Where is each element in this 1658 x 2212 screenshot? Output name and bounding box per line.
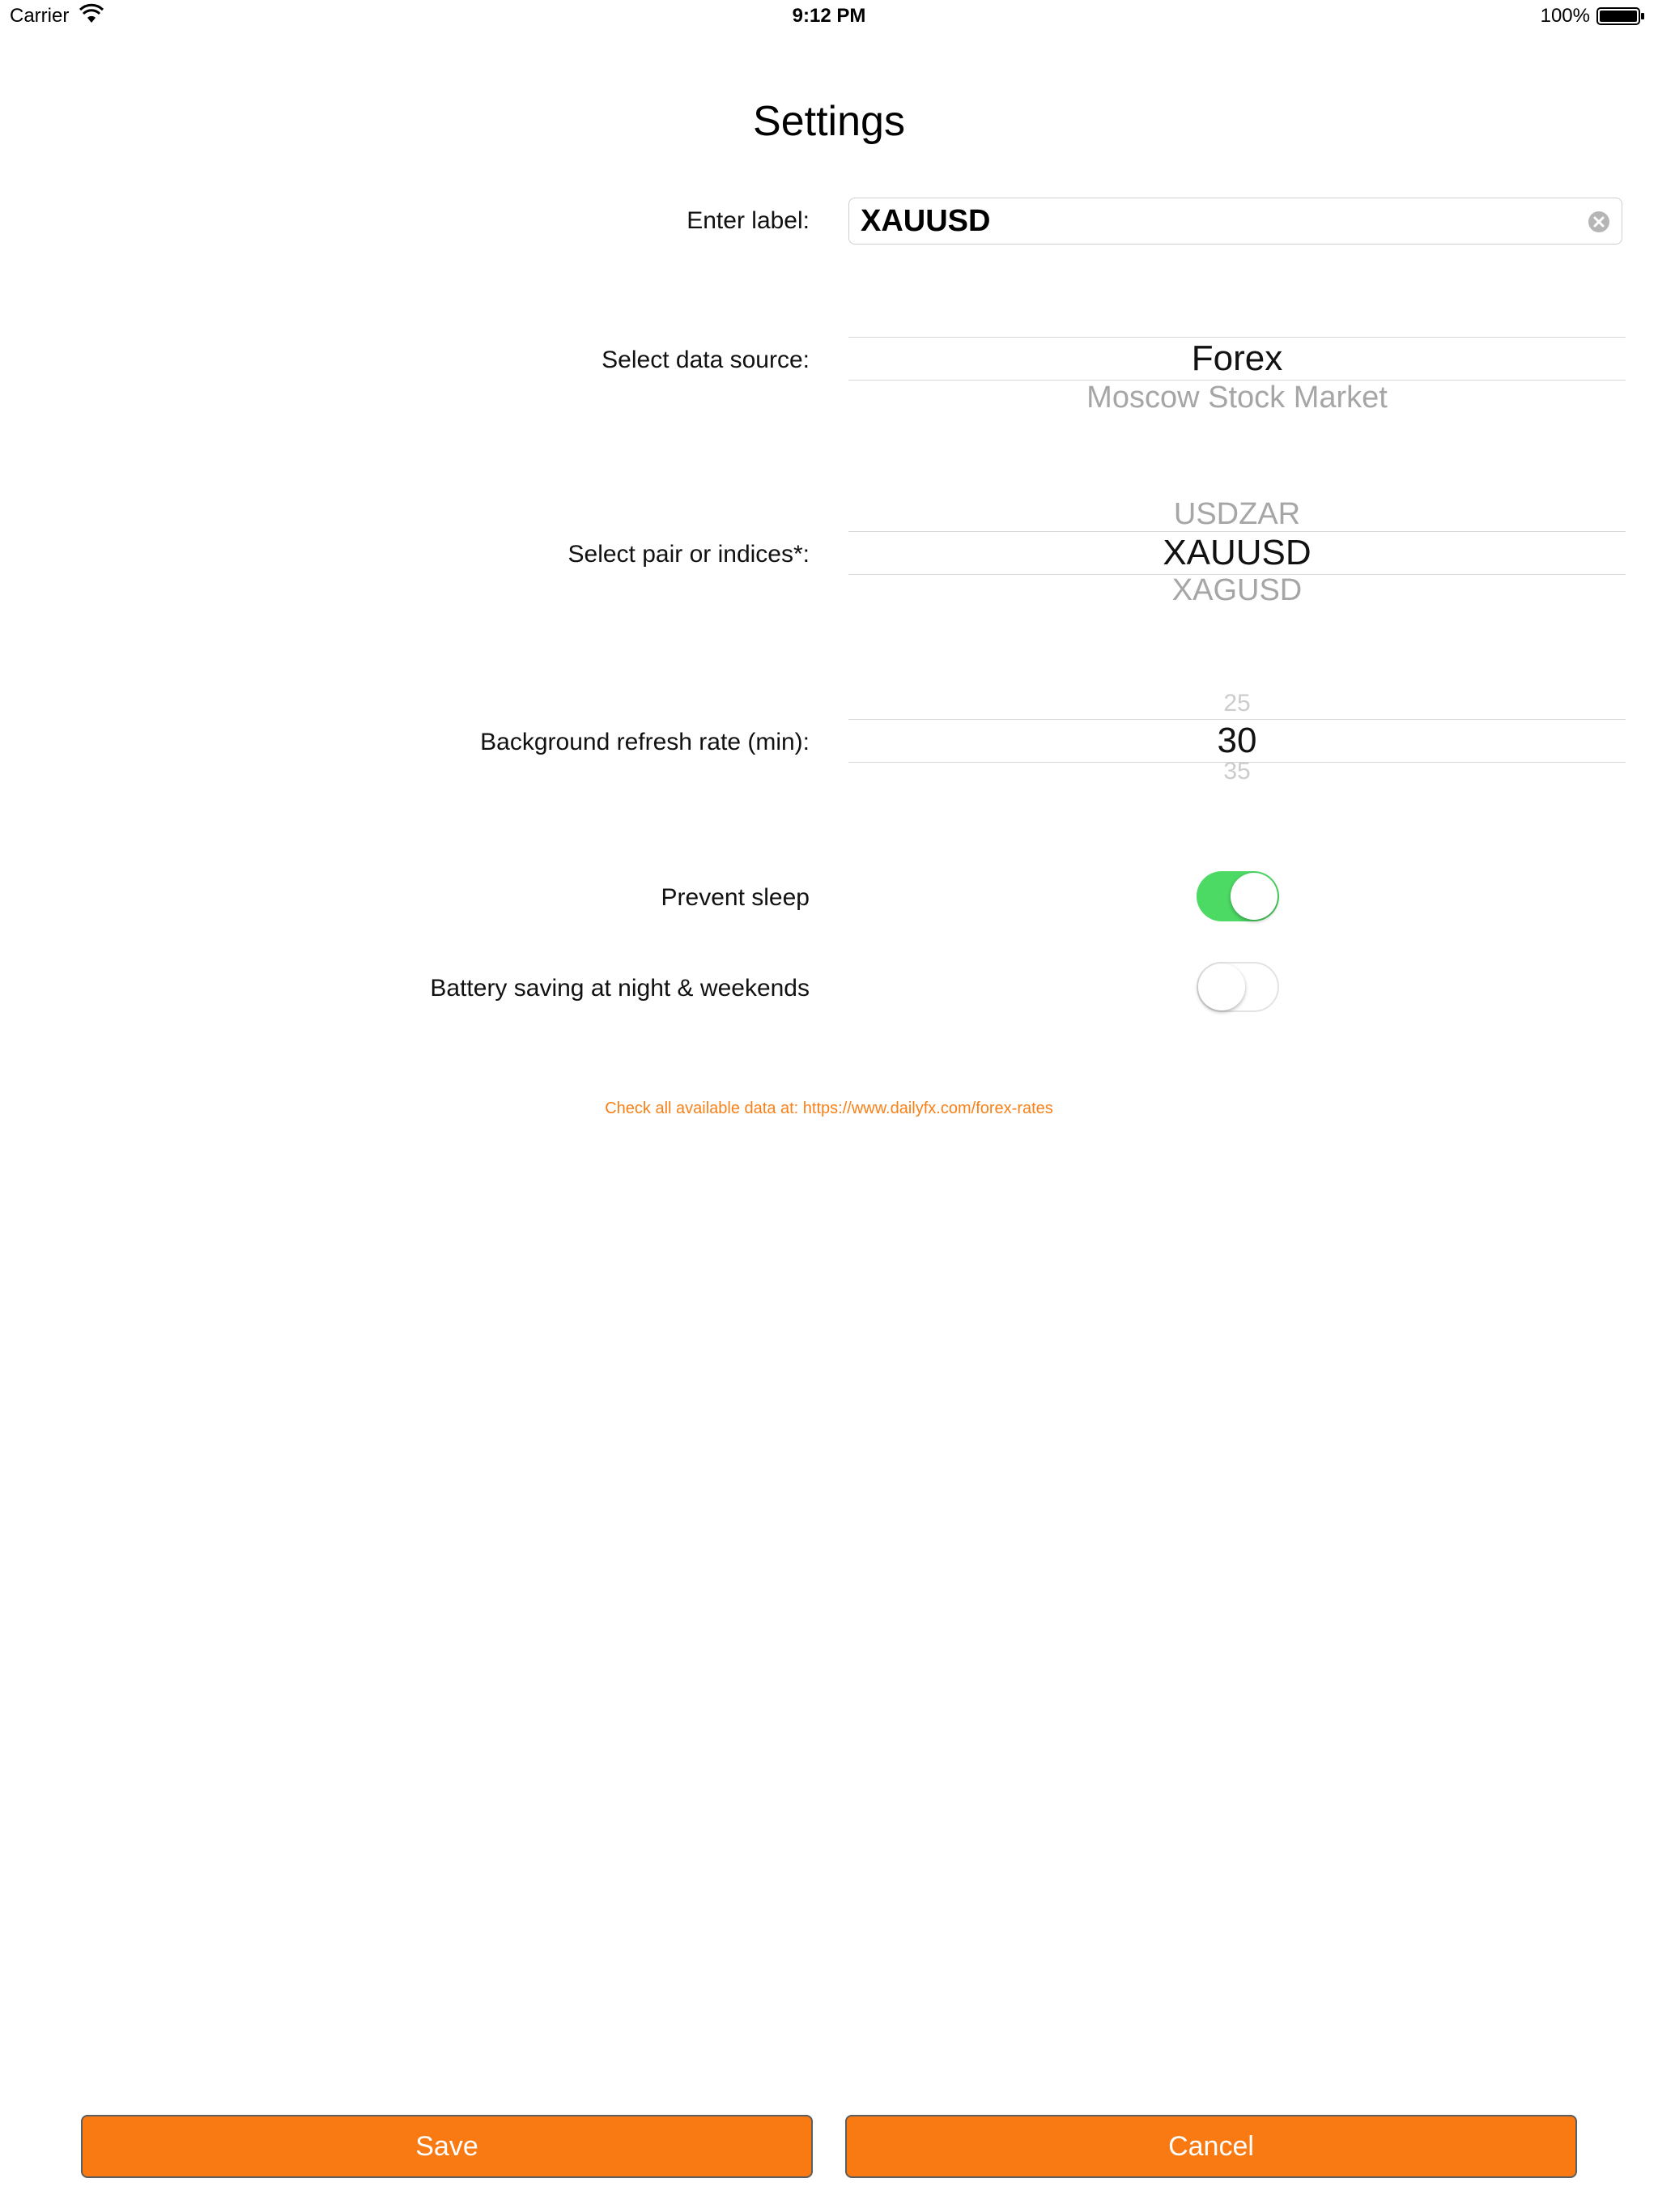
data-source-label: Select data source: (602, 347, 810, 373)
picker-option[interactable]: XAGUSD (1171, 573, 1303, 607)
battery-percent: 100% (1540, 5, 1590, 27)
prevent-sleep-toggle[interactable] (1197, 871, 1279, 921)
enter-label-label: Enter label: (687, 207, 810, 234)
pair-picker[interactable] (848, 494, 1626, 615)
cancel-button[interactable]: Cancel (845, 2115, 1577, 2178)
data-source-picker[interactable] (848, 324, 1626, 421)
status-bar (0, 0, 1658, 32)
pair-label: Select pair or indices*: (568, 541, 810, 568)
picker-option[interactable]: Moscow Stock Market (1086, 381, 1388, 415)
picker-option-selected[interactable]: 30 (1217, 721, 1257, 760)
picker-option-selected[interactable]: XAUUSD (1163, 533, 1312, 572)
clock: 9:12 PM (792, 5, 866, 27)
label-input[interactable] (861, 198, 1557, 244)
battery-saving-label: Battery saving at night & weekends (430, 975, 810, 1002)
picker-option[interactable] (848, 758, 1626, 785)
toggle-knob (1231, 873, 1278, 920)
clear-icon[interactable] (1588, 211, 1610, 233)
toggle-knob (1198, 963, 1245, 1010)
data-source-info-link[interactable]: Check all available data at: https://www.dailyfx.com/forex-rates (605, 1100, 1053, 1117)
refresh-rate-label: Background refresh rate (min): (480, 729, 810, 755)
save-button[interactable]: Save (81, 2115, 813, 2178)
refresh-rate-picker[interactable] (848, 690, 1626, 785)
carrier-label: Carrier (10, 5, 70, 27)
label-input-field[interactable] (848, 198, 1622, 245)
picker-option-selected[interactable]: Forex (1191, 338, 1283, 378)
battery-icon (1596, 7, 1645, 25)
prevent-sleep-label: Prevent sleep (661, 884, 810, 911)
picker-option-text: 35 (1223, 758, 1251, 785)
picker-option[interactable] (848, 690, 1626, 719)
battery-saving-toggle[interactable] (1197, 962, 1279, 1012)
picker-option-text: 25 (1223, 690, 1251, 717)
page-title: Settings (753, 98, 905, 145)
picker-option[interactable]: USDZAR (1173, 497, 1301, 531)
